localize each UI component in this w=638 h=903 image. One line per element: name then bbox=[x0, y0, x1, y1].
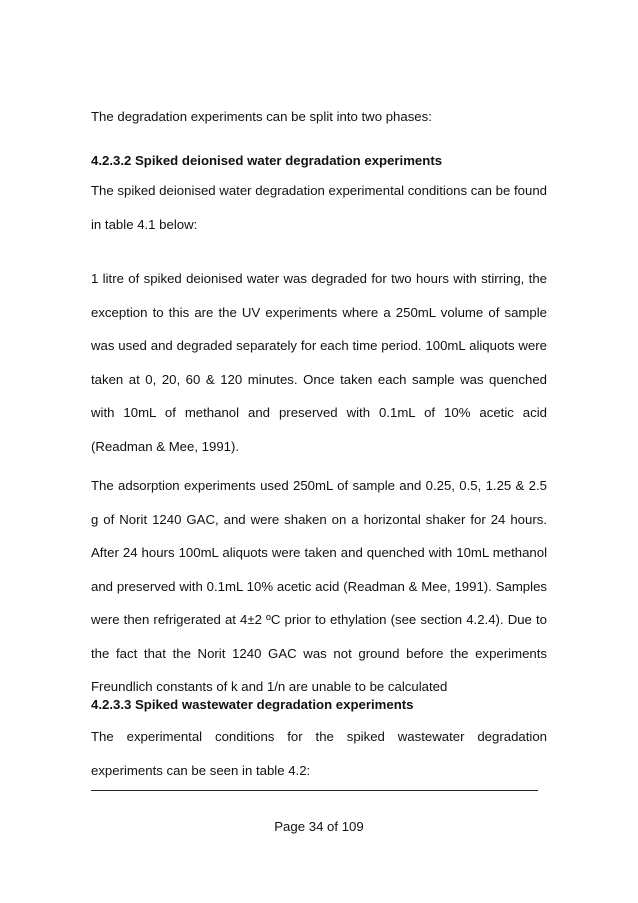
section-heading-4-2-3-3: 4.2.3.3 Spiked wastewater degradation experiments bbox=[91, 697, 414, 712]
footer-divider bbox=[91, 790, 538, 791]
wastewater-conditions-paragraph: The experimental conditions for the spiked wastewater degradation experiments can be seen in table 4.2: bbox=[91, 729, 547, 778]
deionised-method-paragraph: 1 litre of spiked deionised water was degraded for two hours with stirring, the exception to this are the UV experiments where a 250mL volume of sample was used and degraded separately for each time period. 100mL aliquots were taken at 0, 20, 60 & 120 minutes. Once taken each sample was quenched with 10mL of methanol and preserved with 0.1mL of 10% acetic acid (Readman & Mee, 1991). bbox=[91, 271, 547, 454]
intro-paragraph: The degradation experiments can be split into two phases: bbox=[91, 109, 432, 124]
deionised-conditions-paragraph: The spiked deionised water degradation experimental conditions can be found in table 4.1 below: bbox=[91, 183, 547, 232]
adsorption-paragraph: The adsorption experiments used 250mL of sample and 0.25, 0.5, 1.25 & 2.5 g of Norit 1240 GAC, and were shaken on a horizontal shaker for 24 hours. After 24 hours 100mL aliquots were taken and quenched with 10mL methanol and preserved with 0.1mL 10% acetic acid (Readman & Mee, 1991). Samples were then refrigerated at 4±2 ºC prior to ethylation (see section 4.2.4). Due to the fact that the Norit 1240 GAC was not ground before the experiments Freundlich constants of k and 1/n are unable to be calculated bbox=[91, 478, 547, 694]
page-number: Page 34 of 109 bbox=[274, 819, 364, 834]
section-heading-4-2-3-2: 4.2.3.2 Spiked deionised water degradation experiments bbox=[91, 153, 443, 168]
